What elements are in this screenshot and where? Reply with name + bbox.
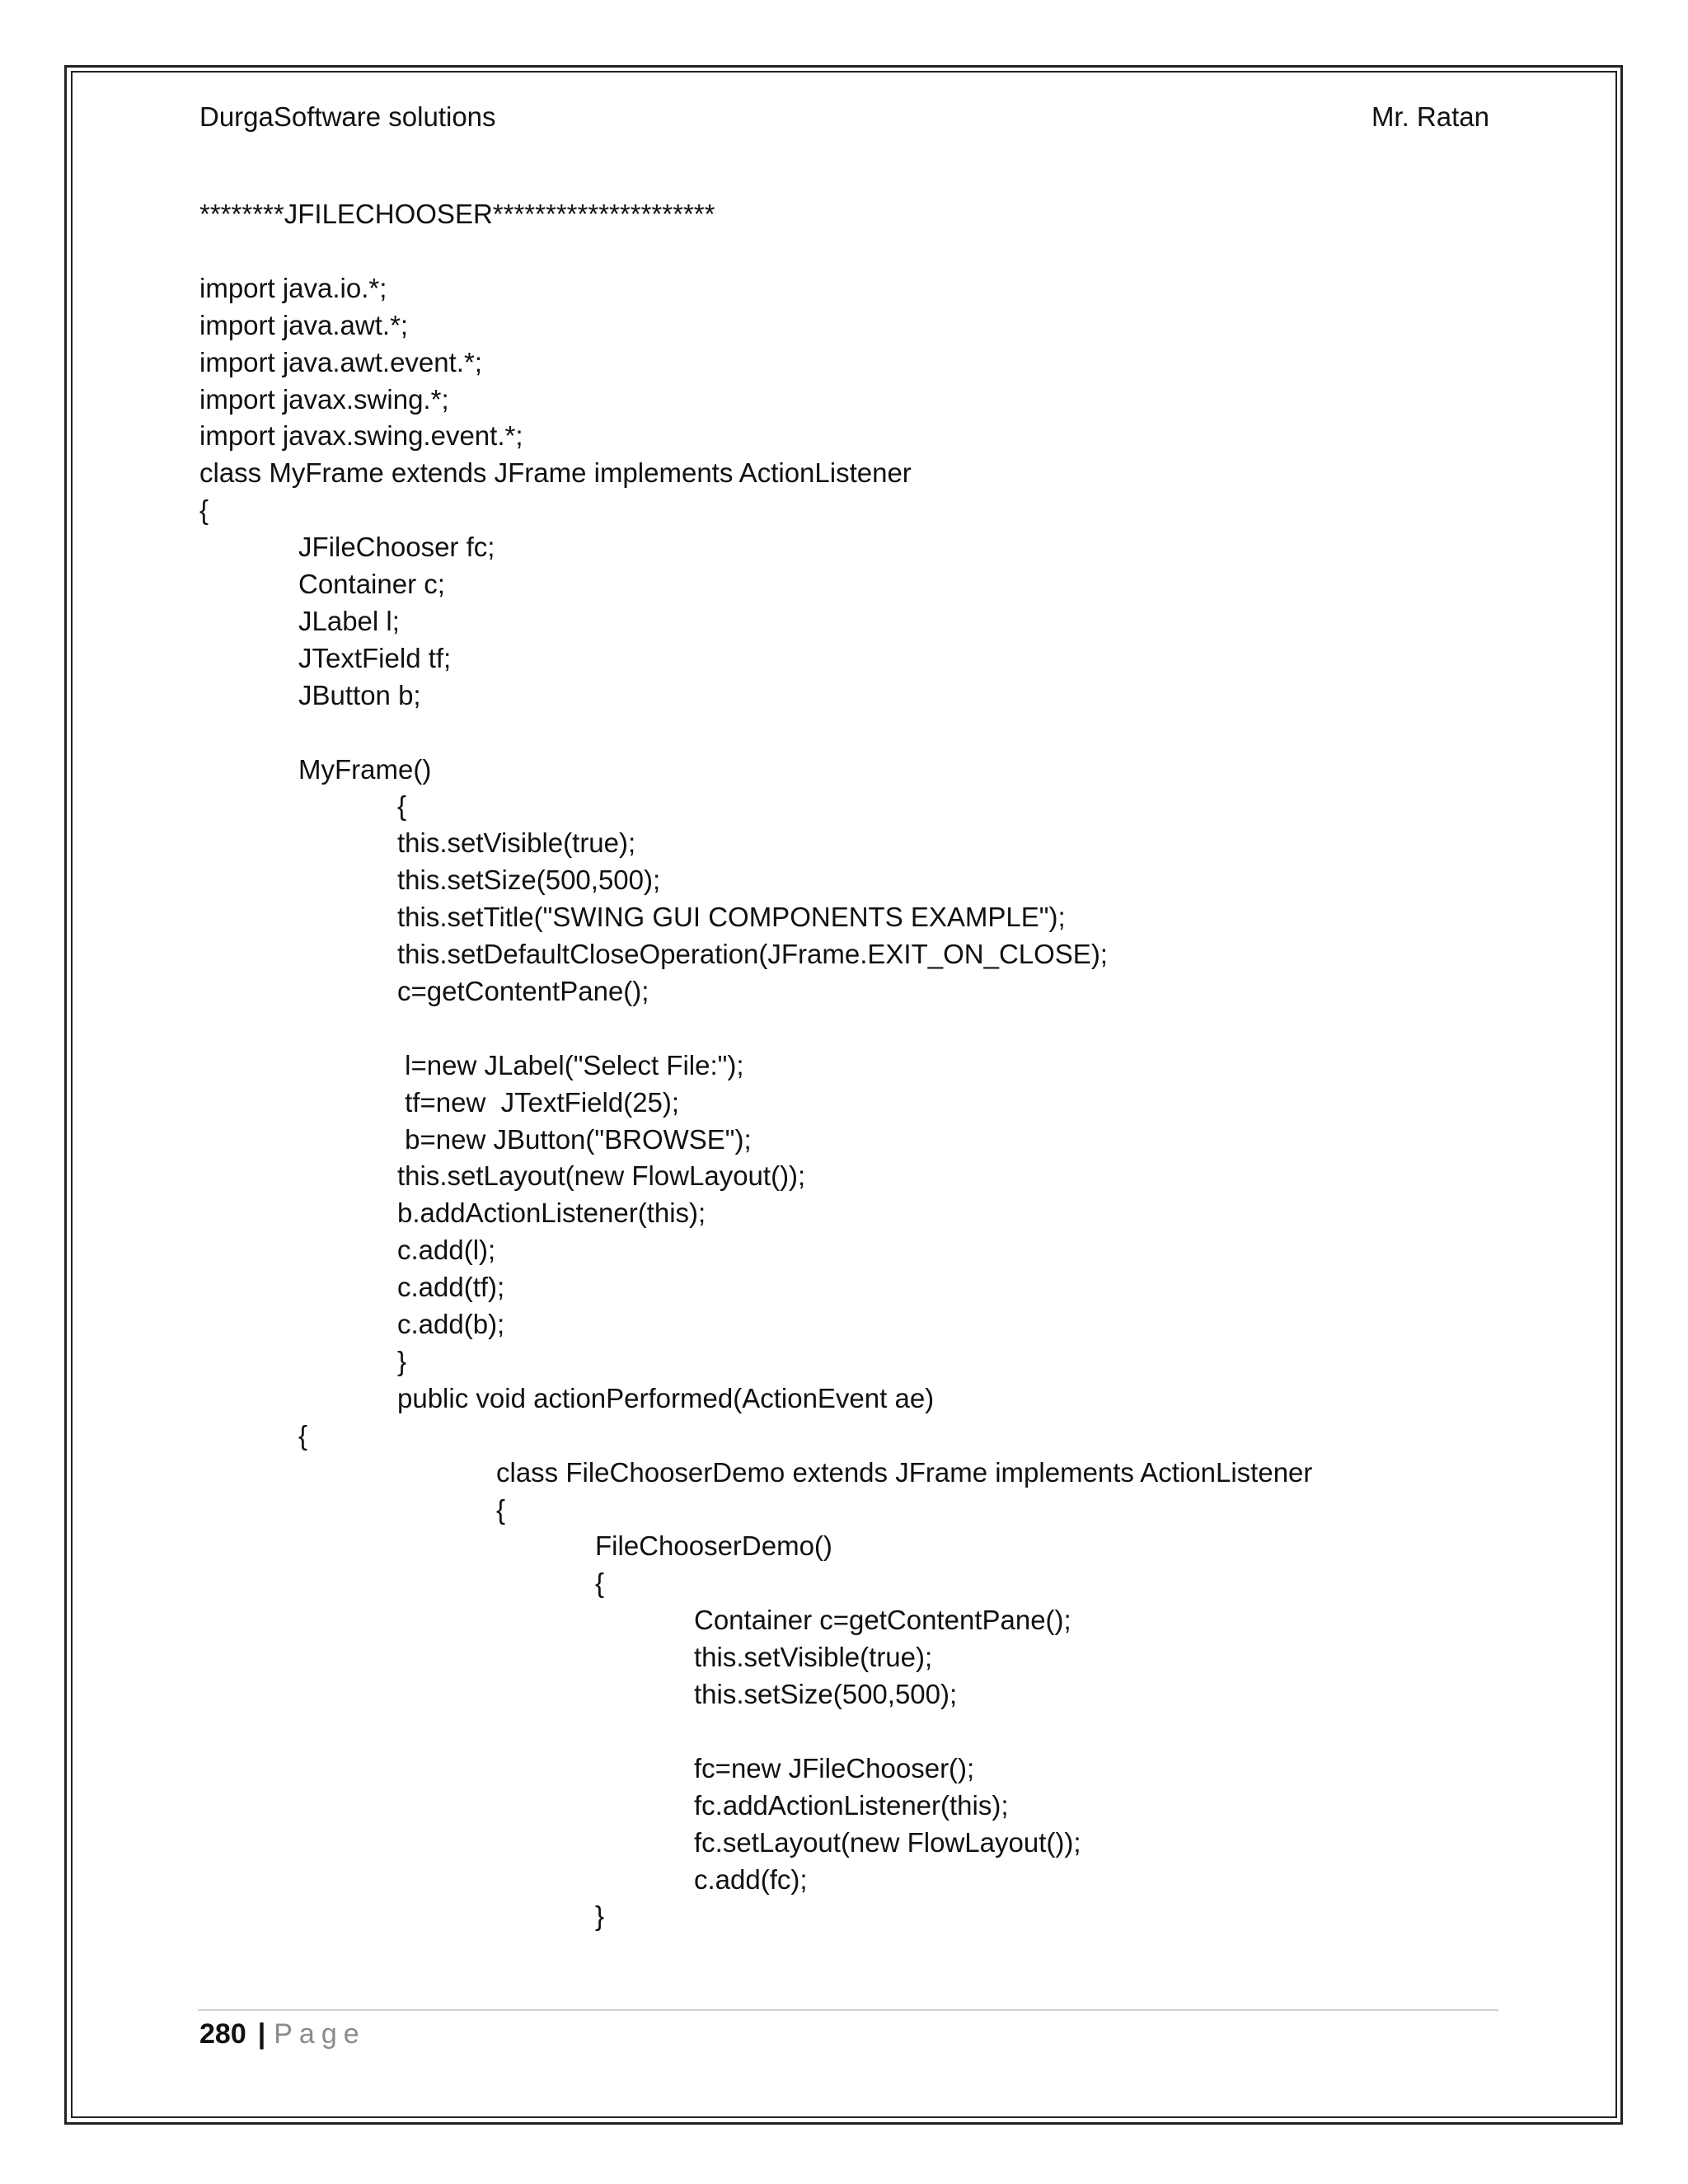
code-line: public void actionPerformed(ActionEvent ae) xyxy=(397,1382,935,1413)
code-line: l=new JLabel("Select File:"); xyxy=(397,1049,744,1080)
code-line: this.setVisible(true); xyxy=(694,1642,933,1673)
code-line: import java.awt.*; xyxy=(199,309,409,340)
code-line: c.add(tf); xyxy=(397,1272,505,1303)
code-line: fc.addActionListener(this); xyxy=(694,1789,1009,1821)
code-line: } xyxy=(397,1345,407,1376)
code-line: class MyFrame extends JFrame implements ActionListener xyxy=(199,457,912,489)
page-number: 280 xyxy=(199,2018,246,2050)
page-label: Page xyxy=(274,2018,366,2050)
code-line: JLabel l; xyxy=(298,605,400,636)
code-line: FileChooserDemo() xyxy=(595,1530,832,1562)
code-line: { xyxy=(595,1568,605,1599)
code-line: class FileChooserDemo extends JFrame implements ActionListener xyxy=(496,1456,1313,1488)
footer-divider xyxy=(198,2009,1498,2011)
code-line: c.add(l); xyxy=(397,1235,496,1266)
page-footer xyxy=(199,2018,366,2050)
code-line: Container c; xyxy=(298,569,445,599)
code-line: this.setSize(500,500); xyxy=(694,1679,958,1709)
code-line: tf=new JTextField(25); xyxy=(397,1086,680,1118)
code-line: { xyxy=(298,1419,308,1451)
code-line: { xyxy=(199,494,209,526)
code-line: this.setDefaultCloseOperation(JFrame.EXIT_ON_CLOSE); xyxy=(397,939,1108,969)
code-line: ********JFILECHOOSER********************* xyxy=(199,199,715,229)
code-line: fc=new JFileChooser(); xyxy=(694,1752,975,1783)
code-line: c=getContentPane(); xyxy=(397,975,649,1006)
header-author: Mr. Ratan xyxy=(1371,101,1489,132)
code-line: c.add(fc); xyxy=(694,1863,808,1895)
code-line: c.add(b); xyxy=(397,1309,505,1339)
code-line: b.addActionListener(this); xyxy=(397,1197,706,1229)
page-separator: | xyxy=(257,2018,266,2050)
code-line: Container c=getContentPane(); xyxy=(694,1605,1071,1636)
code-line: this.setTitle("SWING GUI COMPONENTS EXAMPLE"); xyxy=(397,902,1066,933)
code-line: } xyxy=(595,1900,605,1932)
code-line: b=new JButton("BROWSE"); xyxy=(397,1123,752,1155)
code-line: this.setLayout(new FlowLayout()); xyxy=(397,1160,806,1192)
code-line: { xyxy=(496,1493,506,1525)
header-company: DurgaSoftware solutions xyxy=(199,101,496,132)
code-line: import java.io.*; xyxy=(199,272,387,303)
code-line: MyFrame() xyxy=(298,753,432,785)
code-line: JButton b; xyxy=(298,679,421,710)
code-line: this.setVisible(true); xyxy=(397,827,636,859)
code-line: import javax.swing.*; xyxy=(199,383,449,415)
code-line: this.setSize(500,500); xyxy=(397,865,661,896)
code-line: JFileChooser fc; xyxy=(298,532,495,563)
code-line: JTextField tf; xyxy=(298,642,452,673)
code-line: { xyxy=(397,790,407,822)
code-line: import javax.swing.event.*; xyxy=(199,420,523,452)
code-line: fc.setLayout(new FlowLayout()); xyxy=(694,1826,1081,1858)
code-line: import java.awt.event.*; xyxy=(199,346,482,377)
